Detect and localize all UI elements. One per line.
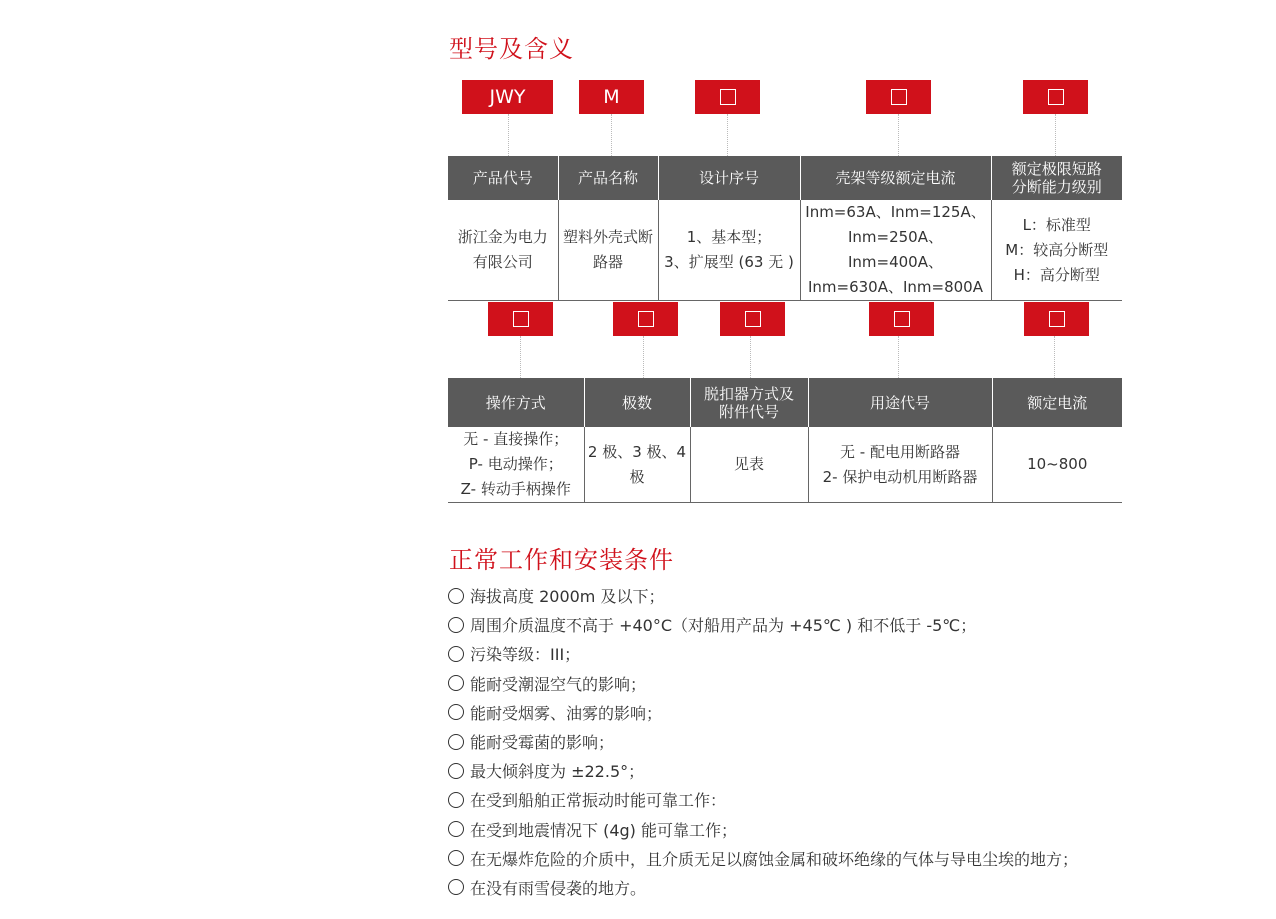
list-item: 最大倾斜度为 ±22.5°；: [448, 756, 1078, 785]
connector-line: [750, 336, 751, 378]
cell-frame-current: Inm=63A、Inm=125A、 Inm=250A、Inm=400A、 Inm=630A、Inm=800A: [800, 200, 991, 301]
header-rated-current: 额定电流: [992, 378, 1122, 427]
code-label: JWY: [489, 86, 526, 108]
code-box-product-name: [579, 80, 644, 114]
code-box-usage-code: [869, 302, 934, 336]
code-box-design-serial: [695, 80, 760, 114]
connector-line: [1055, 114, 1056, 156]
cell-breaking-capacity: L：标准型 M：较高分断型 H：高分断型: [991, 200, 1122, 301]
list-item: 在无爆炸危险的介质中，且介质无足以腐蚀金属和破坏绝缘的气体与导电尘埃的地方；: [448, 844, 1078, 873]
header-product-code: 产品代号: [448, 156, 558, 200]
placeholder-square-icon: [891, 89, 907, 105]
cell-design-serial: 1、基本型； 3、扩展型 (63 无 ): [658, 200, 800, 301]
code-box-frame-current: [866, 80, 931, 114]
code-box-poles: [613, 302, 678, 336]
connector-line: [508, 114, 509, 156]
list-item: 能耐受潮湿空气的影响；: [448, 669, 1078, 698]
table-row: [448, 427, 1122, 503]
list-item: 能耐受烟雾、油雾的影响；: [448, 698, 1078, 727]
code-box-operation-mode: [488, 302, 553, 336]
list-item: 周围介质温度不高于 +40°C（对船用产品为 +45℃ ) 和不低于 -5℃；: [448, 610, 1078, 639]
placeholder-square-icon: [638, 311, 654, 327]
header-operation-mode: 操作方式: [448, 378, 584, 427]
connector-line: [643, 336, 644, 378]
code-box-breaking-capacity: [1023, 80, 1088, 114]
list-item: 污染等级：III；: [448, 639, 1078, 668]
circle-bullet-icon: [448, 763, 464, 779]
list-item: 在受到船舶正常振动时能可靠工作：: [448, 785, 1078, 814]
list-item: 海拔高度 2000m 及以下；: [448, 581, 1078, 610]
header-usage-code: 用途代号: [808, 378, 992, 427]
placeholder-square-icon: [894, 311, 910, 327]
placeholder-square-icon: [720, 89, 736, 105]
circle-bullet-icon: [448, 850, 464, 866]
table-row: [448, 200, 1122, 301]
table-header-row: [448, 378, 1122, 427]
connector-line: [898, 114, 899, 156]
circle-bullet-icon: [448, 879, 464, 895]
circle-bullet-icon: [448, 821, 464, 837]
circle-bullet-icon: [448, 675, 464, 691]
placeholder-square-icon: [513, 311, 529, 327]
connector-line: [611, 114, 612, 156]
connector-line: [520, 336, 521, 378]
circle-bullet-icon: [448, 588, 464, 604]
cell-operation-mode: 无 - 直接操作； P- 电动操作； Z- 转动手柄操作: [448, 427, 584, 503]
cell-poles: 2 极、3 极、4 极: [584, 427, 690, 503]
circle-bullet-icon: [448, 704, 464, 720]
placeholder-square-icon: [745, 311, 761, 327]
table-header-row: [448, 156, 1122, 200]
list-item: 在受到地震情况下 (4g) 能可靠工作；: [448, 815, 1078, 844]
cell-product-name: 塑料外壳式断 路器: [558, 200, 658, 301]
header-product-name: 产品名称: [558, 156, 658, 200]
circle-bullet-icon: [448, 734, 464, 750]
header-design-serial: 设计序号: [658, 156, 800, 200]
conditions-list: [448, 581, 1078, 902]
connector-line: [898, 336, 899, 378]
header-poles: 极数: [584, 378, 690, 427]
connector-line: [727, 114, 728, 156]
header-frame-current: 壳架等级额定电流: [800, 156, 991, 200]
code-box-product-code: [462, 80, 553, 114]
cell-product-code: 浙江金为电力 有限公司: [448, 200, 558, 301]
cell-usage-code: 无 - 配电用断路器 2- 保护电动机用断路器: [808, 427, 992, 503]
header-release-accessory: 脱扣器方式及 附件代号: [690, 378, 808, 427]
list-item: 能耐受霉菌的影响；: [448, 727, 1078, 756]
code-box-release-accessory: [720, 302, 785, 336]
working-conditions-title: 正常工作和安装条件: [449, 546, 674, 574]
circle-bullet-icon: [448, 617, 464, 633]
circle-bullet-icon: [448, 792, 464, 808]
placeholder-square-icon: [1049, 311, 1065, 327]
code-box-rated-current: [1024, 302, 1089, 336]
code-label: M: [603, 86, 620, 108]
cell-release-accessory: 见表: [690, 427, 808, 503]
header-breaking-capacity: 额定极限短路 分断能力级别: [991, 156, 1122, 200]
connector-line: [1054, 336, 1055, 378]
model-table-1: [448, 156, 1122, 301]
cell-rated-current: 10~800: [992, 427, 1122, 503]
model-table-2: [448, 378, 1122, 503]
model-meaning-title: 型号及含义: [449, 35, 574, 63]
placeholder-square-icon: [1048, 89, 1064, 105]
list-item: 在没有雨雪侵袭的地方。: [448, 873, 1078, 902]
circle-bullet-icon: [448, 646, 464, 662]
